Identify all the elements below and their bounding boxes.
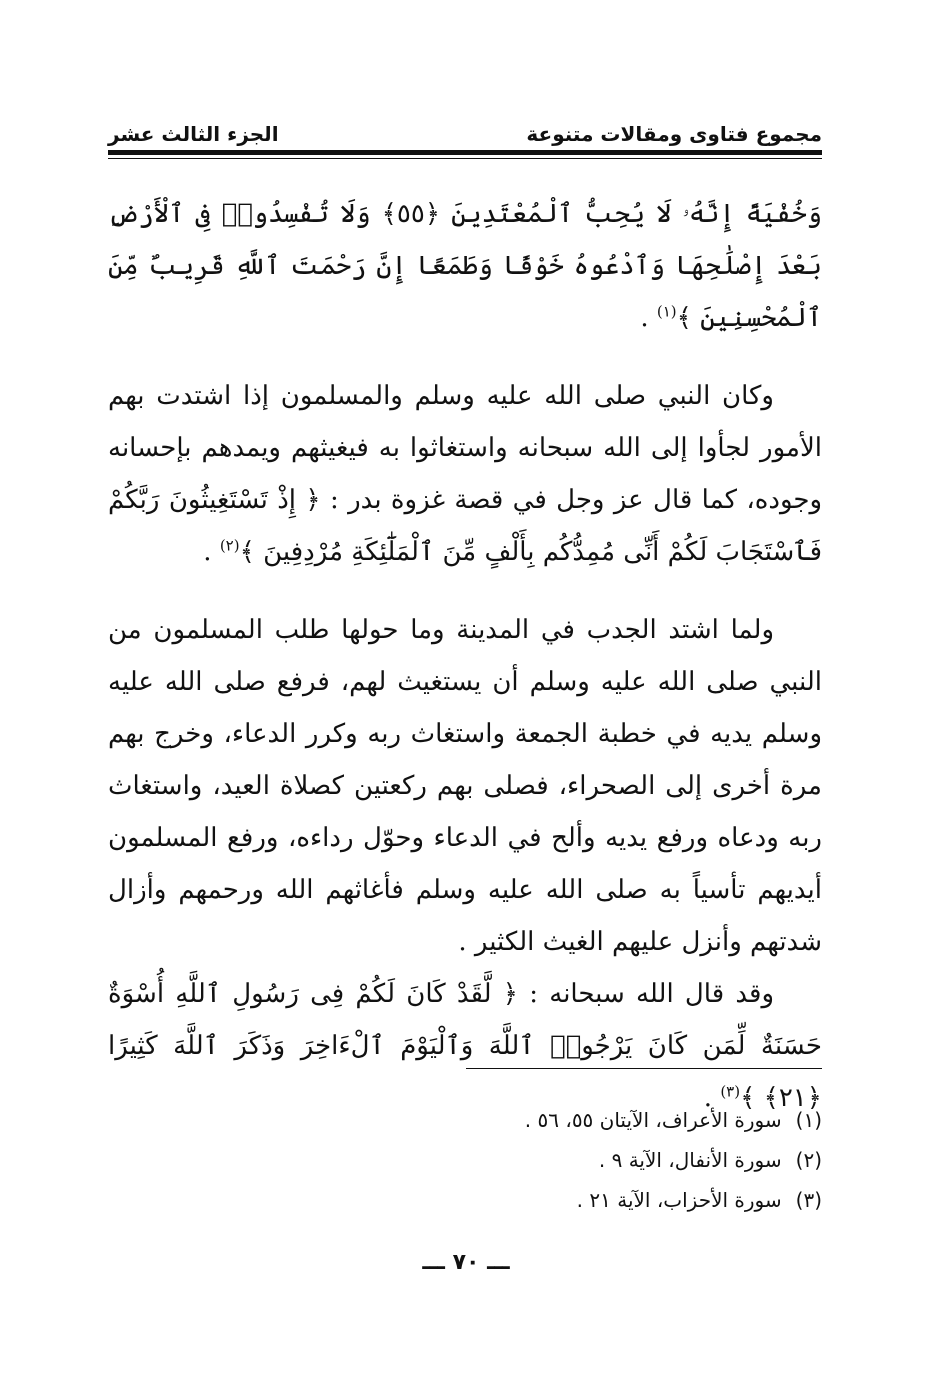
header-rule-thin xyxy=(108,158,822,159)
footnote-text: سورة الأحزاب، الآية ٢١ . xyxy=(576,1188,782,1212)
header-volume-title: الجزء الثالث عشر xyxy=(108,122,279,146)
footnote-number: (٢) xyxy=(795,1148,822,1172)
footnote-ref-1: (١) xyxy=(656,302,677,321)
quran-verse-2: ﴿ إِذْ تَسْتَغِيثُونَ رَبَّكُمْ فَٱسْتَجَابَ لَكُمْ أَنِّى مُمِدُّكُم بِأَلْفٍ مِّنَ ٱلْمَلَٰٓئِكَةِ مُرْدِفِينَ ﴾ xyxy=(108,485,822,567)
paragraph-1-end: . xyxy=(640,303,657,333)
paragraph-2 xyxy=(108,370,822,578)
quran-verse-3: ﴿ لَّقَدْ كَانَ لَكُمْ فِى رَسُولِ ٱللَّهِ أُسْوَةٌ حَسَنَةٌ لِّمَن كَانَ يَرْجُوا۟ ٱللَّهَ وَٱلْيَوْمَ ٱلْءَاخِرَ وَذَكَرَ ٱللَّهَ كَثِيرًا ﴿٢١﴾ ﴾ xyxy=(108,979,822,1113)
footnote-1 xyxy=(108,1100,822,1140)
footnote-number: (١) xyxy=(795,1108,822,1132)
footnote-number: (٣) xyxy=(795,1188,822,1212)
paragraph-3-text: ولما اشتد الجدب في المدينة وما حولها طلب المسلمون من النبي صلى الله عليه وسلم أن يستغيث لهم، فرفع صلى الله عليه وسلم يديه في خطبة الجمعة واستغاث ربه وكرر الدعاء، وخرج بهم مرة أخرى إلى الصحراء، فصلى بهم ركعتين كصلاة العيد، واستغاث ربه ودعاه ورفع يديه وألح في الدعاء وحوّل رداءه، ورفع المسلمون أيديهم تأسياً به صلى الله عليه وسلم فأغاثهم الله ورحمهم وأزال شدتهم وأنزل عليهم الغيث الكثير . xyxy=(108,615,823,957)
footnotes xyxy=(108,1100,822,1220)
footnote-ref-3: (٣) xyxy=(720,1082,741,1101)
paragraph-3 xyxy=(108,604,822,968)
running-header xyxy=(108,112,822,146)
paragraph-4-end: . xyxy=(703,1083,721,1113)
header-rule-thick xyxy=(108,150,822,155)
paragraph-4-text: وقد قال الله سبحانه : xyxy=(529,979,774,1009)
paragraph-1 xyxy=(108,188,822,344)
main-text xyxy=(108,188,822,1124)
footnote-separator xyxy=(466,1068,822,1069)
footnote-3 xyxy=(108,1180,822,1220)
footnote-2 xyxy=(108,1140,822,1180)
page-number: ـــ ٧٠ ـــ xyxy=(422,1250,510,1275)
footnote-text: سورة الأعراف، الآيتان ٥٥، ٥٦ . xyxy=(524,1108,782,1132)
header-book-title: مجموع فتاوى ومقالات متنوعة xyxy=(526,122,822,146)
quran-verse-1: وَخُفْيَةً إِنَّهُۥ لَا يُحِبُّ ٱلْمُعْتَدِينَ ﴿٥٥﴾ وَلَا تُفْسِدُوا۟ فِى ٱلْأَرْضِ بَعْدَ إِصْلَٰحِهَا وَٱدْعُوهُ خَوْفًا وَطَمَعًا إِنَّ رَحْمَتَ ٱللَّهِ قَرِيبٌ مِّنَ ٱلْمُحْسِنِينَ ﴾ xyxy=(108,199,823,333)
footnote-text: سورة الأنفال، الآية ٩ . xyxy=(598,1148,782,1172)
paragraph-2-text: وكان النبي صلى الله عليه وسلم والمسلمون إذا اشتدت بهم الأمور لجأوا إلى الله سبحانه واستغاثوا به فيغيثهم ويمدهم بإحسانه وجوده، كما قال عز وجل في قصة غزوة بدر : xyxy=(108,381,823,515)
footnote-ref-2: (٢) xyxy=(219,536,240,555)
paragraph-2-end: . xyxy=(203,537,220,567)
